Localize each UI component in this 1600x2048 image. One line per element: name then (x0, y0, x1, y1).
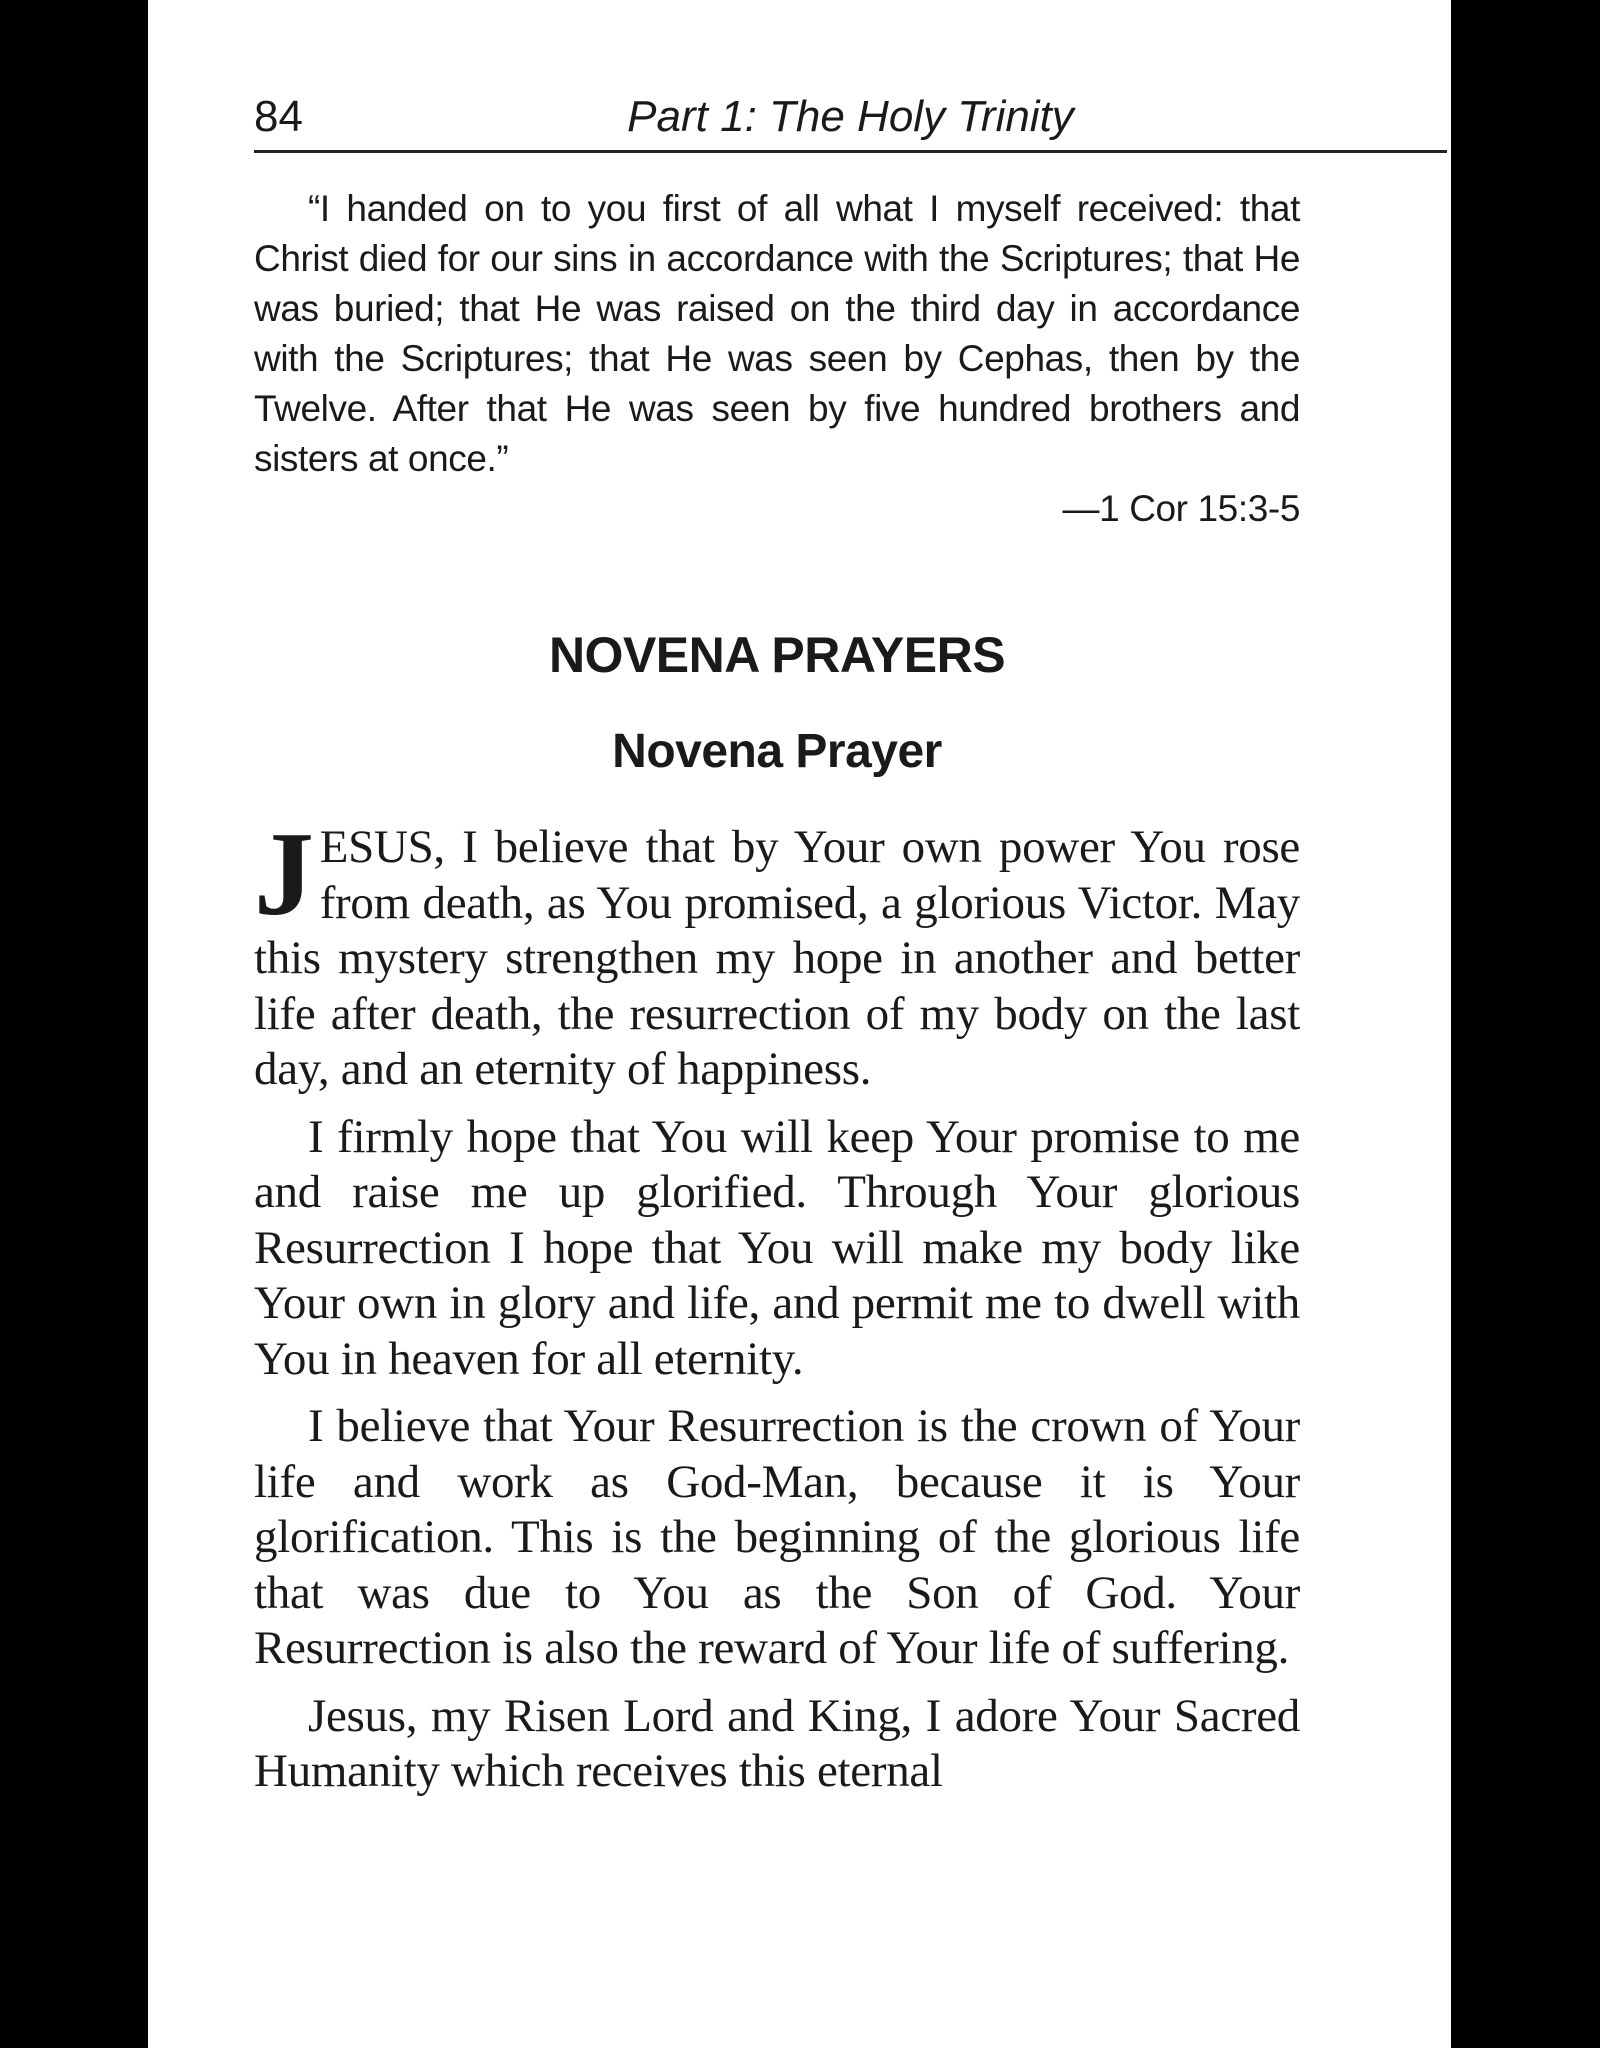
prayer-title: Novena Prayer (612, 725, 942, 778)
prayer-paragraph: Jesus, my Risen Lord and King, I adore Your Sacred Humanity which receives this eternal (254, 1689, 1300, 1797)
page-number: 84 (254, 92, 303, 141)
page-header (254, 88, 1447, 153)
running-head: Part 1: The Holy Trinity (627, 92, 1074, 141)
prayer-paragraph: I believe that Your Resurrection is the crown of Your life and work as God-Man, because it is Your glorification. This is the beginning of the glorious life that was due to You as the Son of God. Your Resurrection is also the reward of Your life of suffering. (254, 1400, 1300, 1674)
quote-text: “I handed on to you first of all what I myself received: that Christ died for our sins in accordance with the Scriptures; that He was buried; that He was raised on the third day in accordance with the Scriptures; that He was seen by Cephas, then by the Twelve. After that He was seen by five hundred brothers and sisters at once.” (254, 188, 1300, 479)
prayer-paragraph: JESUS, I believe that by Your own power You rose from death, as You promised, a glorious Victor. May this mystery strengthen my hope in another and better life after death, the resurrection of my body on the last day, and an eternity of happiness. (254, 807, 1300, 1095)
section-title: NOVENA PRAYERS (548, 627, 1006, 683)
book-page (148, 0, 1451, 2048)
scripture-quote (254, 184, 1300, 534)
quote-citation: —1 Cor 15:3-5 (1062, 488, 1300, 529)
prayer-paragraph: I firmly hope that You will keep Your promise to me and raise me up glorified. Through Your glorious Resurrection I hope that You will make my body like Your own in glory and life, and permit me to dwell with You in heaven for all eternity. (254, 1110, 1300, 1385)
prayer-body (254, 807, 1300, 1812)
drop-cap: J (254, 807, 314, 940)
